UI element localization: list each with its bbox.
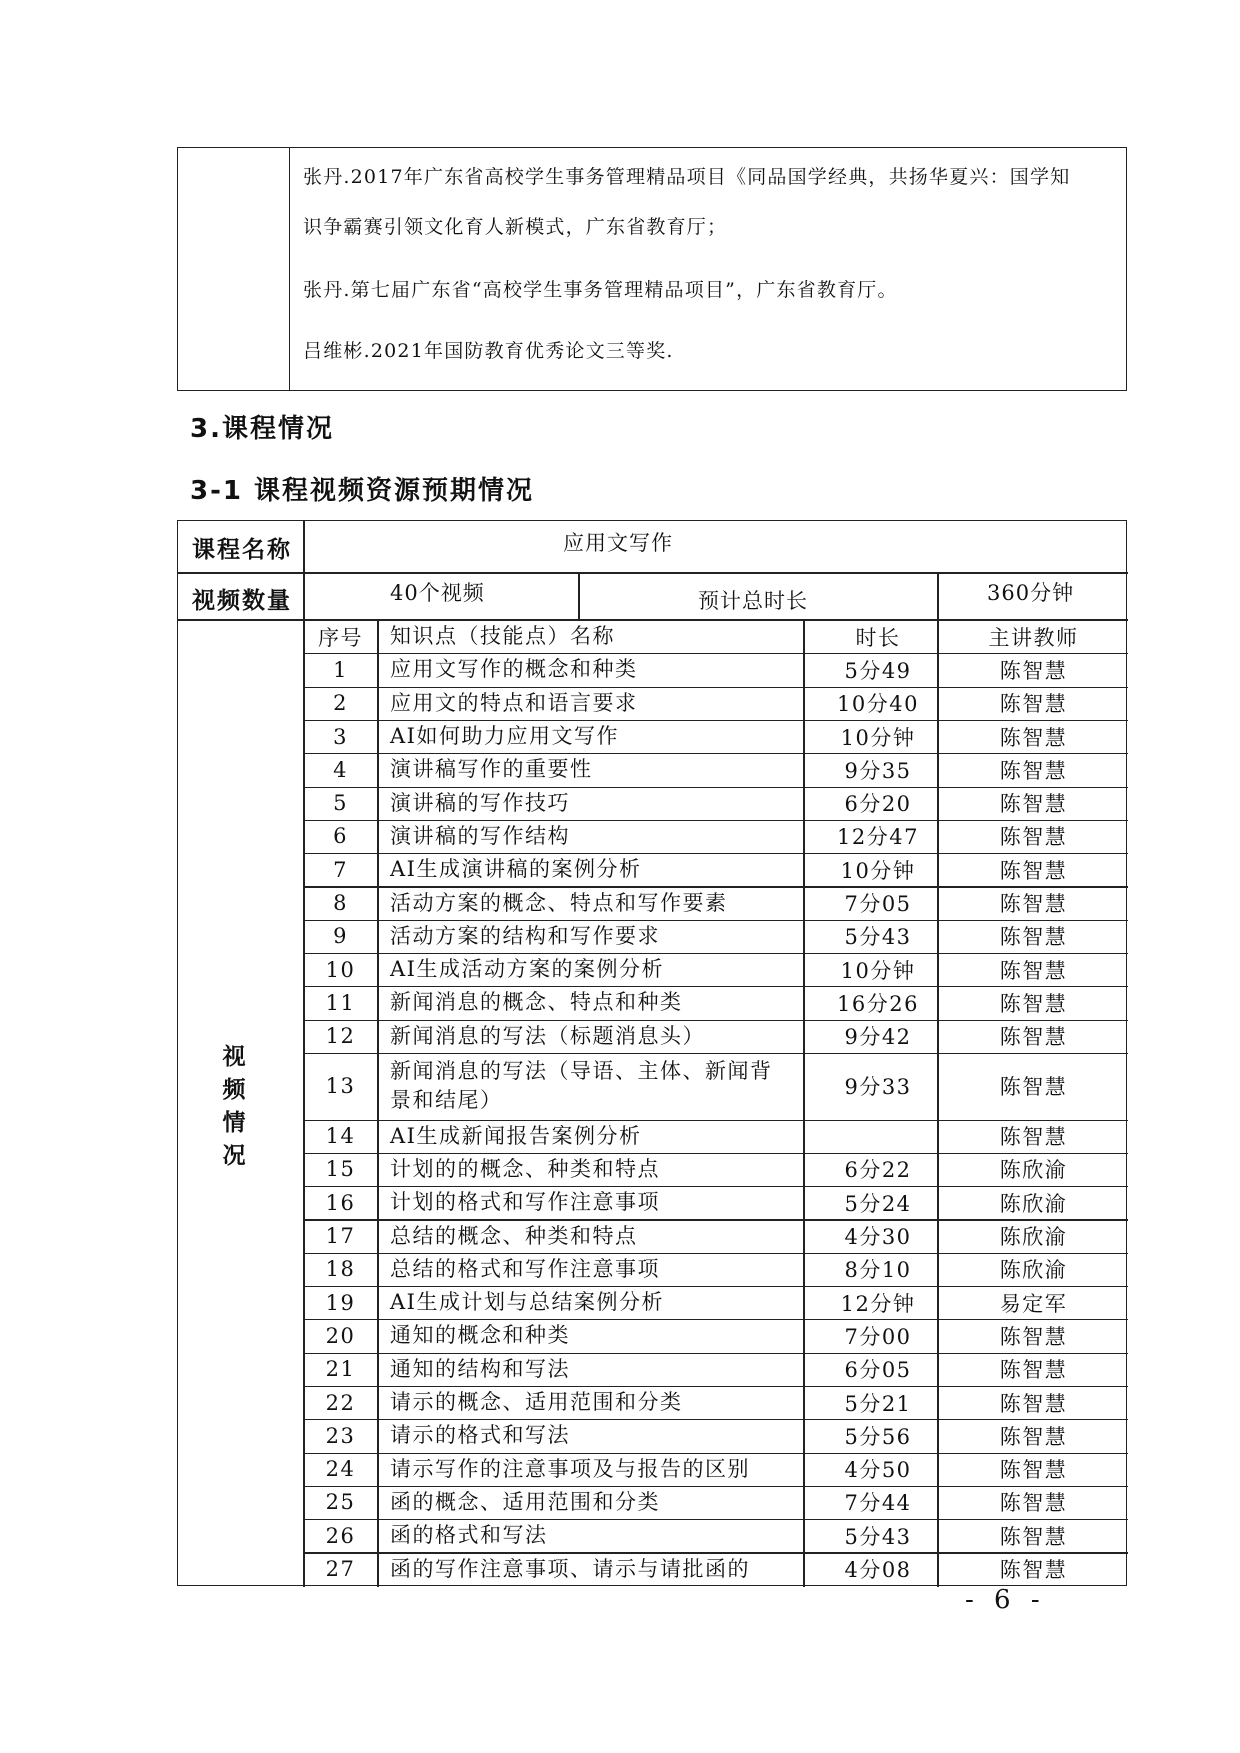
video-duration: 12分钟: [840, 1291, 916, 1316]
video-teacher: 陈智慧: [999, 991, 1068, 1016]
video-name: 新闻消息的概念、特点和种类: [390, 990, 683, 1015]
page-number: - 6 -: [965, 1585, 1046, 1615]
table-row: [178, 920, 1128, 953]
video-no: 7: [333, 857, 348, 882]
video-teacher: 陈智慧: [999, 758, 1068, 783]
table-row: [178, 886, 1128, 919]
row-divider: [304, 753, 1128, 754]
award-line-2: 识争霸赛引领文化育人新模式，广东省教育厅；: [303, 216, 728, 238]
side-char: 况: [222, 1143, 246, 1169]
video-teacher: 陈智慧: [999, 925, 1068, 950]
row-divider: [304, 687, 1128, 688]
divider: [937, 572, 939, 620]
video-no: 2: [333, 691, 348, 716]
row-divider: [304, 1286, 1128, 1287]
row-divider: [304, 886, 1128, 887]
course-name-value: 应用文写作: [563, 531, 673, 555]
video-no: 24: [325, 1457, 356, 1482]
awards-table: [177, 147, 1127, 391]
video-name: 函的格式和写法: [390, 1523, 548, 1548]
video-name: 演讲稿的写作技巧: [390, 790, 570, 815]
video-no: 16: [325, 1190, 356, 1215]
video-name: 请示的概念、适用范围和分类: [390, 1390, 683, 1415]
video-teacher: 陈智慧: [999, 1358, 1068, 1383]
row-divider: [304, 1486, 1128, 1487]
side-char: 情: [222, 1110, 246, 1136]
video-teacher: 陈欣渝: [999, 1225, 1068, 1250]
total-duration-value: 360分钟: [987, 581, 1075, 605]
video-teacher: 陈智慧: [999, 692, 1068, 717]
course-video-table: [177, 520, 1127, 1586]
video-no: 27: [325, 1557, 356, 1582]
video-count-label: 视频数量: [192, 588, 292, 614]
video-duration: 5分24: [844, 1191, 912, 1216]
video-duration: 7分00: [844, 1324, 912, 1349]
table-row: [178, 753, 1128, 786]
column-header-row: [178, 620, 1128, 653]
total-duration-label: 预计总时长: [698, 589, 808, 613]
video-name: 新闻消息的写法（标题消息头）: [390, 1023, 705, 1048]
table-row: [178, 953, 1128, 986]
video-duration: 10分钟: [840, 858, 916, 883]
video-duration: 5分21: [844, 1391, 912, 1416]
video-duration: 5分56: [844, 1424, 912, 1449]
table-row: [178, 1253, 1128, 1286]
course-name-label: 课程名称: [192, 537, 292, 563]
video-name: 计划的格式和写作注意事项: [390, 1190, 660, 1215]
table-row: [178, 787, 1128, 820]
table-row: [178, 720, 1128, 753]
video-name: 函的概念、适用范围和分类: [390, 1489, 660, 1514]
table-row: [178, 853, 1128, 886]
video-name: 通知的结构和写法: [390, 1356, 570, 1381]
video-teacher: 陈智慧: [999, 1391, 1068, 1416]
side-char: 视: [222, 1044, 246, 1070]
table-row: [178, 1353, 1128, 1386]
video-grid: [178, 620, 1128, 1587]
video-duration: 6分22: [844, 1158, 912, 1183]
video-no: 9: [333, 924, 348, 949]
award-line-3: 张丹.第七届广东省“高校学生事务管理精品项目”，广东省教育厅。: [303, 279, 898, 301]
row-divider: [304, 820, 1128, 821]
row-divider: [304, 1519, 1128, 1520]
video-teacher: 陈智慧: [999, 858, 1068, 883]
video-duration: 10分钟: [840, 958, 916, 983]
subsection-title: 3-1 课程视频资源预期情况: [190, 476, 535, 506]
video-name: 演讲稿写作的重要性: [390, 757, 593, 782]
video-teacher: 陈智慧: [999, 892, 1068, 917]
video-no: 5: [333, 791, 348, 816]
video-no: 17: [325, 1224, 356, 1249]
video-name: 演讲稿的写作结构: [390, 823, 570, 848]
video-teacher: 陈欣渝: [999, 1158, 1068, 1183]
video-name: 请示的格式和写法: [390, 1423, 570, 1448]
video-duration: 4分08: [844, 1558, 912, 1583]
video-no: 20: [325, 1323, 356, 1348]
video-teacher: 陈智慧: [999, 1025, 1068, 1050]
video-teacher: 陈智慧: [999, 1558, 1068, 1583]
video-duration: 12分47: [837, 825, 919, 850]
video-no: 19: [325, 1290, 356, 1315]
video-name: 函的写作注意事项、请示与请批函的: [390, 1556, 750, 1581]
row-divider: [304, 787, 1128, 788]
video-no: 22: [325, 1390, 356, 1415]
video-duration: 10分40: [837, 692, 919, 717]
awards-left-cell: [178, 148, 290, 390]
row-divider: [304, 953, 1128, 954]
row-divider: [304, 1419, 1128, 1420]
table-row: [178, 1419, 1128, 1452]
video-no: 14: [325, 1124, 356, 1149]
table-row: [178, 1120, 1128, 1153]
col-header-teacher: 主讲教师: [988, 625, 1079, 650]
table-row: [178, 687, 1128, 720]
video-name: AI生成计划与总结案例分析: [390, 1290, 664, 1315]
row-divider: [304, 1053, 1128, 1054]
video-no: 23: [325, 1423, 356, 1448]
row-divider: [304, 1153, 1128, 1154]
video-no: 6: [333, 824, 348, 849]
video-name: 总结的格式和写作注意事项: [390, 1256, 660, 1281]
row-divider: [304, 1353, 1128, 1354]
video-teacher: 易定军: [999, 1291, 1068, 1316]
table-row: [178, 820, 1128, 853]
video-name: AI生成演讲稿的案例分析: [390, 857, 642, 882]
video-teacher: 陈智慧: [999, 825, 1068, 850]
video-name: 活动方案的概念、特点和写作要素: [390, 890, 728, 915]
section-title: 3.课程情况: [190, 414, 334, 444]
table-row: [178, 1286, 1128, 1319]
video-no: 13: [325, 1074, 356, 1099]
video-duration: 5分49: [844, 658, 912, 683]
table-row: [178, 1386, 1128, 1419]
video-duration: 4分30: [844, 1225, 912, 1250]
video-no: 26: [325, 1523, 356, 1548]
video-no: 10: [325, 957, 356, 982]
video-no: 18: [325, 1257, 356, 1282]
video-duration: 8分10: [844, 1258, 912, 1283]
video-no: 11: [325, 990, 356, 1015]
row-divider: [304, 1552, 1128, 1553]
table-row: [178, 1519, 1128, 1552]
video-name: AI生成活动方案的案例分析: [390, 957, 664, 982]
video-name: 总结的概念、种类和特点: [390, 1223, 638, 1248]
video-name: 计划的的概念、种类和特点: [390, 1156, 660, 1181]
row-divider: [304, 1319, 1128, 1320]
video-no: 8: [333, 891, 348, 916]
video-name: 请示写作的注意事项及与报告的区别: [390, 1456, 750, 1481]
video-duration: [803, 1120, 953, 1153]
row-divider: [304, 653, 1128, 654]
video-teacher: 陈智慧: [999, 958, 1068, 983]
video-duration: 7分05: [844, 892, 912, 917]
video-name: 活动方案的结构和写作要求: [390, 923, 660, 948]
video-duration: 10分钟: [840, 725, 916, 750]
video-teacher: 陈智慧: [999, 725, 1068, 750]
award-line-4: 吕维彬.2021年国防教育优秀论文三等奖.: [303, 340, 674, 362]
table-row: [178, 1020, 1128, 1053]
table-row: [178, 1053, 1128, 1120]
row-divider: [304, 986, 1128, 987]
row-divider: [304, 853, 1128, 854]
table-row: [178, 1153, 1128, 1186]
table-row: [178, 653, 1128, 686]
video-teacher: 陈智慧: [999, 658, 1068, 683]
video-teacher: 陈智慧: [999, 792, 1068, 817]
row-divider: [304, 1253, 1128, 1254]
video-duration: 4分50: [844, 1458, 912, 1483]
video-teacher: 陈智慧: [999, 1458, 1068, 1483]
table-row: [178, 1552, 1128, 1585]
video-teacher: 陈智慧: [999, 1424, 1068, 1449]
video-name: 应用文写作的概念和种类: [390, 657, 638, 682]
video-no: 1: [333, 657, 348, 682]
side-char: 频: [222, 1077, 246, 1103]
video-duration: 6分05: [844, 1358, 912, 1383]
table-row: [178, 1219, 1128, 1252]
video-duration: 9分33: [844, 1075, 912, 1100]
row-divider: [304, 1020, 1128, 1021]
video-no: 25: [325, 1490, 356, 1515]
row-divider: [304, 1120, 1128, 1121]
video-count-value: 40个视频: [390, 581, 485, 605]
video-name: 通知的概念和种类: [390, 1323, 570, 1348]
award-line-1: 张丹.2017年广东省高校学生事务管理精品项目《同品国学经典，共扬华夏兴：国学知: [303, 166, 1071, 188]
row-divider: [304, 720, 1128, 721]
video-duration: 6分20: [844, 792, 912, 817]
col-header-duration: 时长: [855, 625, 901, 650]
video-duration: 16分26: [837, 991, 919, 1016]
col-header-name: 知识点（技能点）名称: [390, 624, 615, 649]
row-divider: [304, 1386, 1128, 1387]
row-divider: [304, 1453, 1128, 1454]
video-duration: 9分35: [844, 758, 912, 783]
table-row: [178, 1319, 1128, 1352]
video-duration: 9分42: [844, 1025, 912, 1050]
video-duration: 7分44: [844, 1491, 912, 1516]
video-no: 21: [325, 1357, 356, 1382]
divider: [578, 572, 580, 620]
video-no: 15: [325, 1157, 356, 1182]
video-teacher: 陈智慧: [999, 1524, 1068, 1549]
video-teacher: 陈智慧: [999, 1491, 1068, 1516]
video-no: 4: [333, 757, 348, 782]
video-no: 3: [333, 724, 348, 749]
video-duration: 5分43: [844, 1524, 912, 1549]
video-name: 应用文的特点和语言要求: [390, 690, 638, 715]
video-name: 新闻消息的写法（导语、主体、新闻背景和结尾）: [390, 1059, 773, 1113]
video-name: AI如何助力应用文写作: [390, 724, 619, 749]
video-no: 12: [325, 1024, 356, 1049]
divider: [178, 572, 1128, 574]
table-row: [178, 1486, 1128, 1519]
row-divider: [304, 920, 1128, 921]
row-divider: [304, 1219, 1128, 1220]
row-divider: [304, 1186, 1128, 1187]
video-teacher: 陈智慧: [999, 1125, 1068, 1150]
table-row: [178, 1453, 1128, 1486]
video-teacher: 陈欣渝: [999, 1191, 1068, 1216]
video-teacher: 陈智慧: [999, 1075, 1068, 1100]
video-name: AI生成新闻报告案例分析: [390, 1123, 642, 1148]
video-teacher: 陈智慧: [999, 1324, 1068, 1349]
video-teacher: 陈欣渝: [999, 1258, 1068, 1283]
table-row: [178, 986, 1128, 1019]
video-duration: 5分43: [844, 925, 912, 950]
col-header-no: 序号: [318, 625, 363, 650]
table-row: [178, 1186, 1128, 1219]
